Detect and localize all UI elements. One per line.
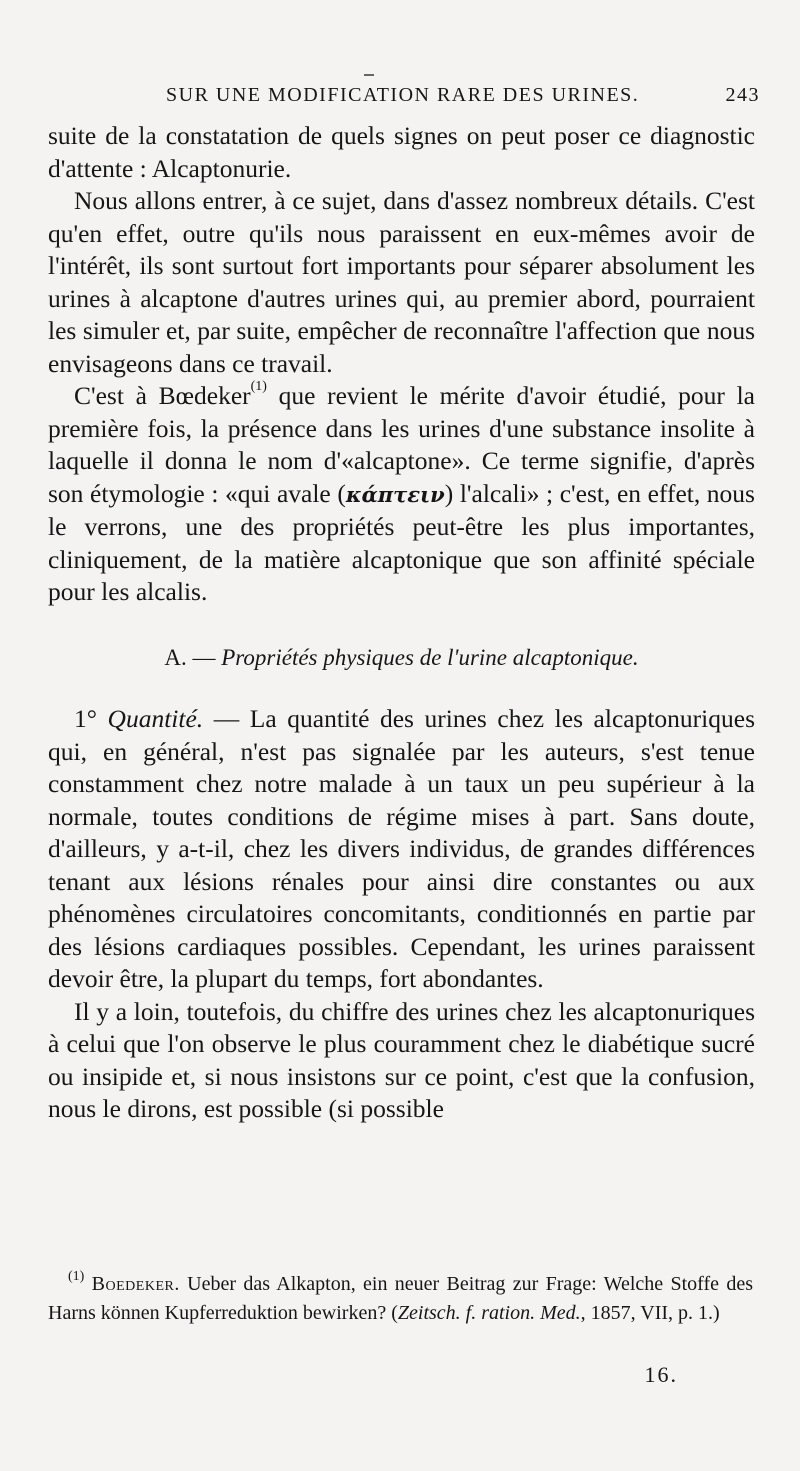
paragraph-3-part-a: C'est à Bœdeker	[74, 381, 251, 410]
greek-word: κάπτειν	[345, 481, 445, 507]
footnote-journal: Zeitsch. f. ration. Med.	[397, 1302, 581, 1324]
footnote-tail: , 1857, VII, p. 1.)	[580, 1302, 720, 1324]
paragraph-1: suite de la constatation de quels signes on peut poser ce diagnostic d'attente : Alcaptonurie.	[48, 121, 755, 183]
footnote-text: Ueber das Alkapton, ein neuer Beitrag zur Frage: Welche Stoffe des Harns können Kupferreduktion bewirken? (	[48, 1273, 753, 1324]
page-number: 243	[725, 84, 760, 106]
paragraph-5: Il y a loin, toutefois, du chiffre des urines chez les alcaptonuriques à celui que l'on observe le plus couramment chez le diabétique sucré ou insipide et, si nous insistons sur ce point, c'est que la confusion, nous le dirons, est possible (si possible	[48, 996, 755, 1123]
paragraph-4	[48, 703, 755, 996]
footnote-author: Boedeker.	[91, 1273, 180, 1295]
paragraph-4-text: — La quantité des urines chez les alcaptonuriques qui, en général, n'est pas signalée par les auteurs, s'est tenue constamment chez notre malade à un taux un peu supérieur à la normale, toutes conditions de régime mises à part. Sans doute, d'ailleurs, y a-t-il, chez les divers individus, de grandes différences tenant aux lésions rénales pour ainsi dire constantes ou aux phénomènes circulatoires concomitants, conditionnés en partie par des lésions cardiaques possibles. Cependant, les urines paraissent devoir être, la plupart du temps, fort abondantes.	[48, 704, 756, 993]
section-label: A. —	[164, 644, 216, 670]
top-ink-mark	[364, 74, 374, 76]
running-head	[48, 84, 760, 110]
footnote-marker: (1)	[68, 1269, 85, 1284]
paragraph-3	[48, 380, 755, 609]
paragraph-3-part-b: que revient le mérite d'avoir étudié, pour la première fois, la présence dans les urines d'une substance insolite à laquelle il donna le nom d'«alcaptone». Ce terme signifie, d'après son étymologie : «qui avale (	[48, 381, 755, 508]
paragraph-3-part-c: ) l'alcali» ; c'est, en effet, nous le verrons, une des propriétés peut-être les plus importantes, cliniquement, de la matière alcaptonique que son affinité spéciale pour les alcalis.	[48, 478, 755, 606]
signature-mark: 16.	[644, 1362, 678, 1387]
item-term: Quantité.	[107, 704, 204, 733]
item-number: 1°	[74, 704, 97, 733]
section-heading	[48, 642, 755, 675]
footnote-1	[48, 1270, 753, 1328]
footnote-reference: (1)	[250, 379, 267, 394]
section-title: Propriétés physiques de l'urine alcaptonique.	[221, 644, 639, 670]
footnotes	[48, 1270, 753, 1328]
paragraph-2: Nous allons entrer, à ce sujet, dans d'assez nombreux détails. C'est qu'en effet, outre qu'ils nous paraissent en eux-mêmes avoir de l'intérêt, ils sont surtout fort importants pour séparer absolument les urines à alcaptone d'autres urines qui, au premier abord, pourraient les simuler et, par suite, empêcher de reconnaître l'affection que nous envisageons dans ce travail.	[48, 186, 755, 378]
main-text	[48, 120, 755, 1126]
running-head-title: SUR UNE MODIFICATION RARE DES URINES.	[166, 84, 640, 106]
